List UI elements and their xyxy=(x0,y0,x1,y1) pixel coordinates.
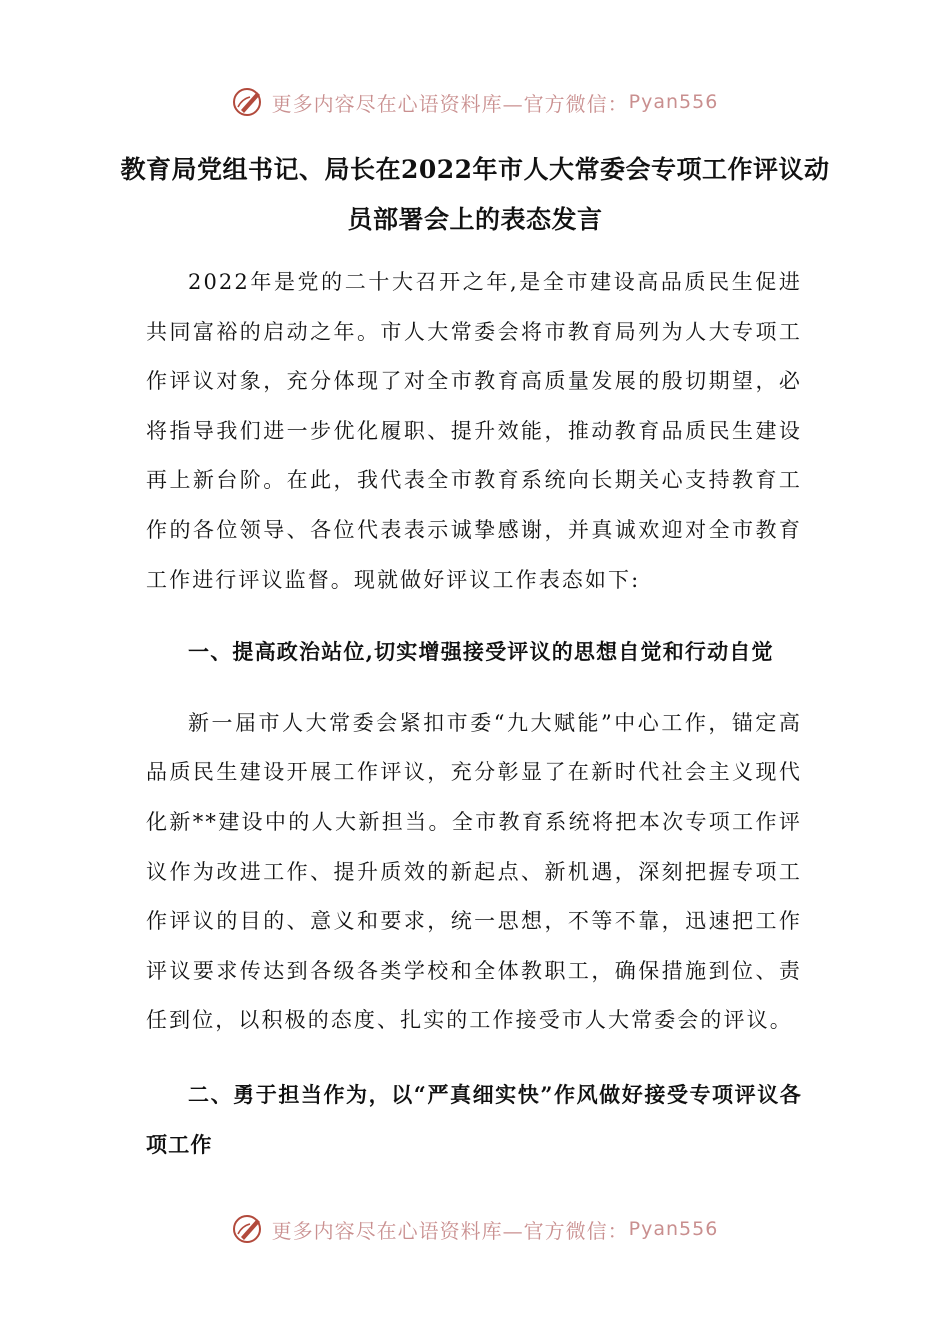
section-heading-1: 一、提高政治站位,切实增强接受评议的思想自觉和行动自觉 xyxy=(188,639,774,665)
document-title: 教育局党组书记、局长在2022年市人大常委会专项工作评议动员部署会上的表态发言 xyxy=(120,155,830,234)
watermark-text: 更多内容尽在心语资料库—官方微信： xyxy=(271,1218,629,1243)
watermark-wechat-id: Pyan556 xyxy=(628,91,719,113)
watermark-wechat-id: Pyan556 xyxy=(628,1218,719,1240)
pen-logo-icon xyxy=(232,85,266,119)
intro-paragraph: 2022年是党的二十大召开之年,是全市建设高品质民生促进共同富裕的启动之年。市人大常委会将市教育局列为人大专项工作评议对象，充分体现了对全市教育高质量发展的殷切期望，必将指导我们进一步优化履职、提升效能，推动教育品质民生建设再上新台阶。在此，我代表全市教育系统向长期关心支持教育工作的各位领导、各位代表表示诚挚感谢，并真诚欢迎对全市教育工作进行评议监督。现就做好评议工作表态如下: xyxy=(146,270,802,592)
section-1-paragraph: 新一届市人大常委会紧扣市委“九大赋能”中心工作，锚定高品质民生建设开展工作评议，充分彰显了在新时代社会主义现代化新**建设中的人大新担当。全市教育系统将把本次专项工作评议作为改进工作、提升质效的新起点、新机遇，深刻把握专项工作评议的目的、意义和要求，统一思想，不等不靠，迅速把工作评议要求传达到各级各类学校和全体教职工，确保措施到位、责任到位，以积极的态度、扎实的工作接受市人大常委会的评议。 xyxy=(146,710,802,1033)
watermark-banner-top xyxy=(0,82,950,122)
section-heading-2: 二、勇于担当作为，以“严真细实快”作风做好接受专项评议各项工作 xyxy=(146,1081,802,1157)
document-body xyxy=(146,258,802,1169)
pen-logo-icon xyxy=(232,1212,266,1246)
watermark-banner-bottom xyxy=(0,1209,950,1249)
watermark-text: 更多内容尽在心语资料库—官方微信： xyxy=(271,91,629,116)
